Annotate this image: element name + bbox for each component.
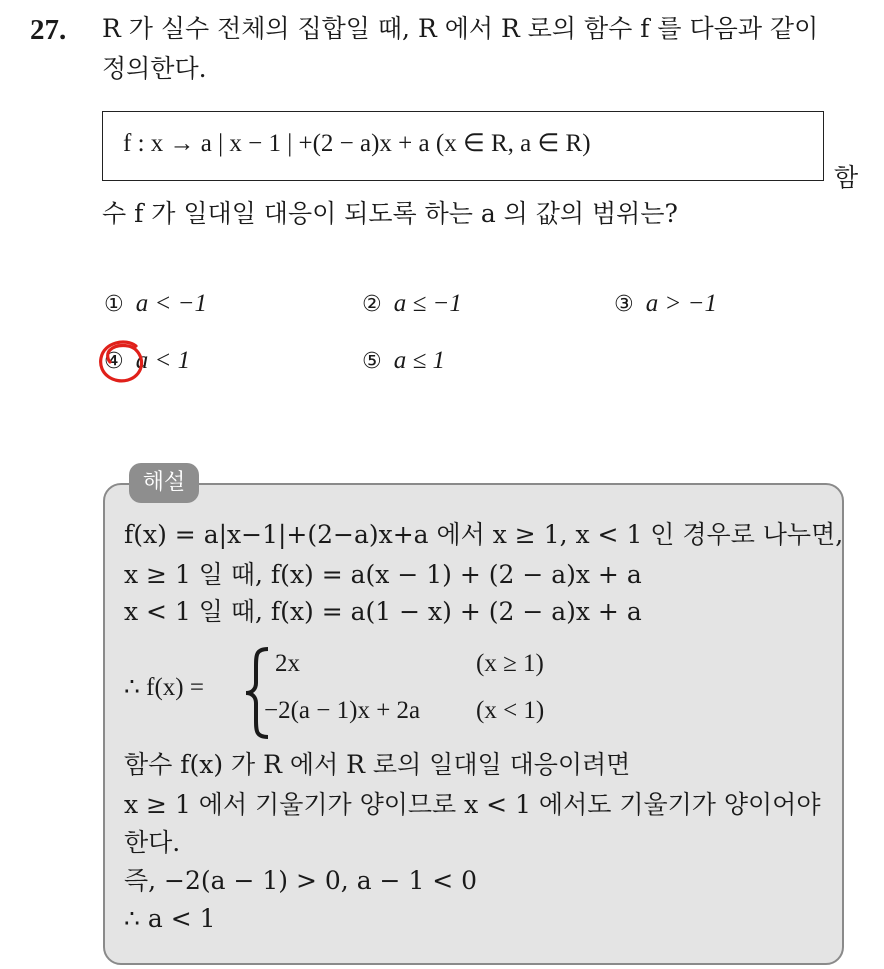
- choice-1[interactable]: [104, 290, 207, 318]
- solution-line3: x < 1 일 때, f(x) = a(1 − x) + (2 − a)x + a: [124, 597, 642, 626]
- piecewise-case1-condition: (x ≥ 1): [476, 650, 544, 677]
- choice-text: a > −1: [645, 290, 717, 317]
- choice-text: a < −1: [135, 290, 207, 317]
- choice-3[interactable]: [614, 290, 717, 318]
- solution-line4: 함수 f(x) 가 R 에서 R 로의 일대일 대응이려면: [124, 750, 631, 779]
- solution-line7: 즉, −2(a − 1) > 0, a − 1 < 0: [124, 866, 478, 895]
- choice-5[interactable]: [362, 347, 445, 375]
- piecewise-case1-expression: 2x: [275, 650, 300, 677]
- function-definition: f : x → a | x − 1 | +(2 − a)x + a (x ∈ R, a ∈ R): [123, 130, 591, 157]
- choice-number: ⑤: [362, 349, 382, 374]
- choice-number: ②: [362, 292, 382, 317]
- question-text-line1: R 가 실수 전체의 집합일 때, R 에서 R 로의 함수 f 를 다음과 같이: [102, 14, 819, 43]
- solution-tag: 해설: [129, 463, 199, 503]
- question-text-line3: 수 f 가 일대일 대응이 되도록 하는 a 의 값의 범위는?: [102, 199, 678, 228]
- solution-line6: 한다.: [124, 828, 181, 857]
- definition-box: [102, 111, 824, 181]
- solution-line1: f(x) = a|x−1|+(2−a)x+a 에서 x ≥ 1, x < 1 인 경우로 나누면,: [124, 520, 844, 549]
- solution-line5: x ≥ 1 에서 기울기가 양이므로 x < 1 에서도 기울기가 양이어야: [124, 790, 821, 819]
- question-number: 27.: [30, 14, 67, 46]
- solution-line2: x ≥ 1 일 때, f(x) = a(x − 1) + (2 − a)x + a: [124, 560, 642, 589]
- answer-circle-mark: [96, 338, 152, 388]
- choice-number: ④: [104, 349, 124, 374]
- piecewise-prefix: ∴ f(x) =: [124, 674, 204, 701]
- choice-text: a ≤ 1: [393, 347, 445, 374]
- choice-text: a < 1: [135, 347, 191, 374]
- piecewise-case2-condition: (x < 1): [476, 697, 545, 724]
- question-text-line2: 정의한다.: [102, 54, 207, 83]
- choice-2[interactable]: [362, 290, 462, 318]
- choice-text: a ≤ −1: [393, 290, 462, 317]
- choice-number: ①: [104, 292, 124, 317]
- solution-line8: ∴ a < 1: [124, 904, 216, 933]
- left-brace: [242, 647, 272, 739]
- choice-number: ③: [614, 292, 634, 317]
- question-text-suffix: 함: [834, 163, 859, 192]
- piecewise-case2-expression: −2(a − 1)x + 2a: [264, 697, 421, 724]
